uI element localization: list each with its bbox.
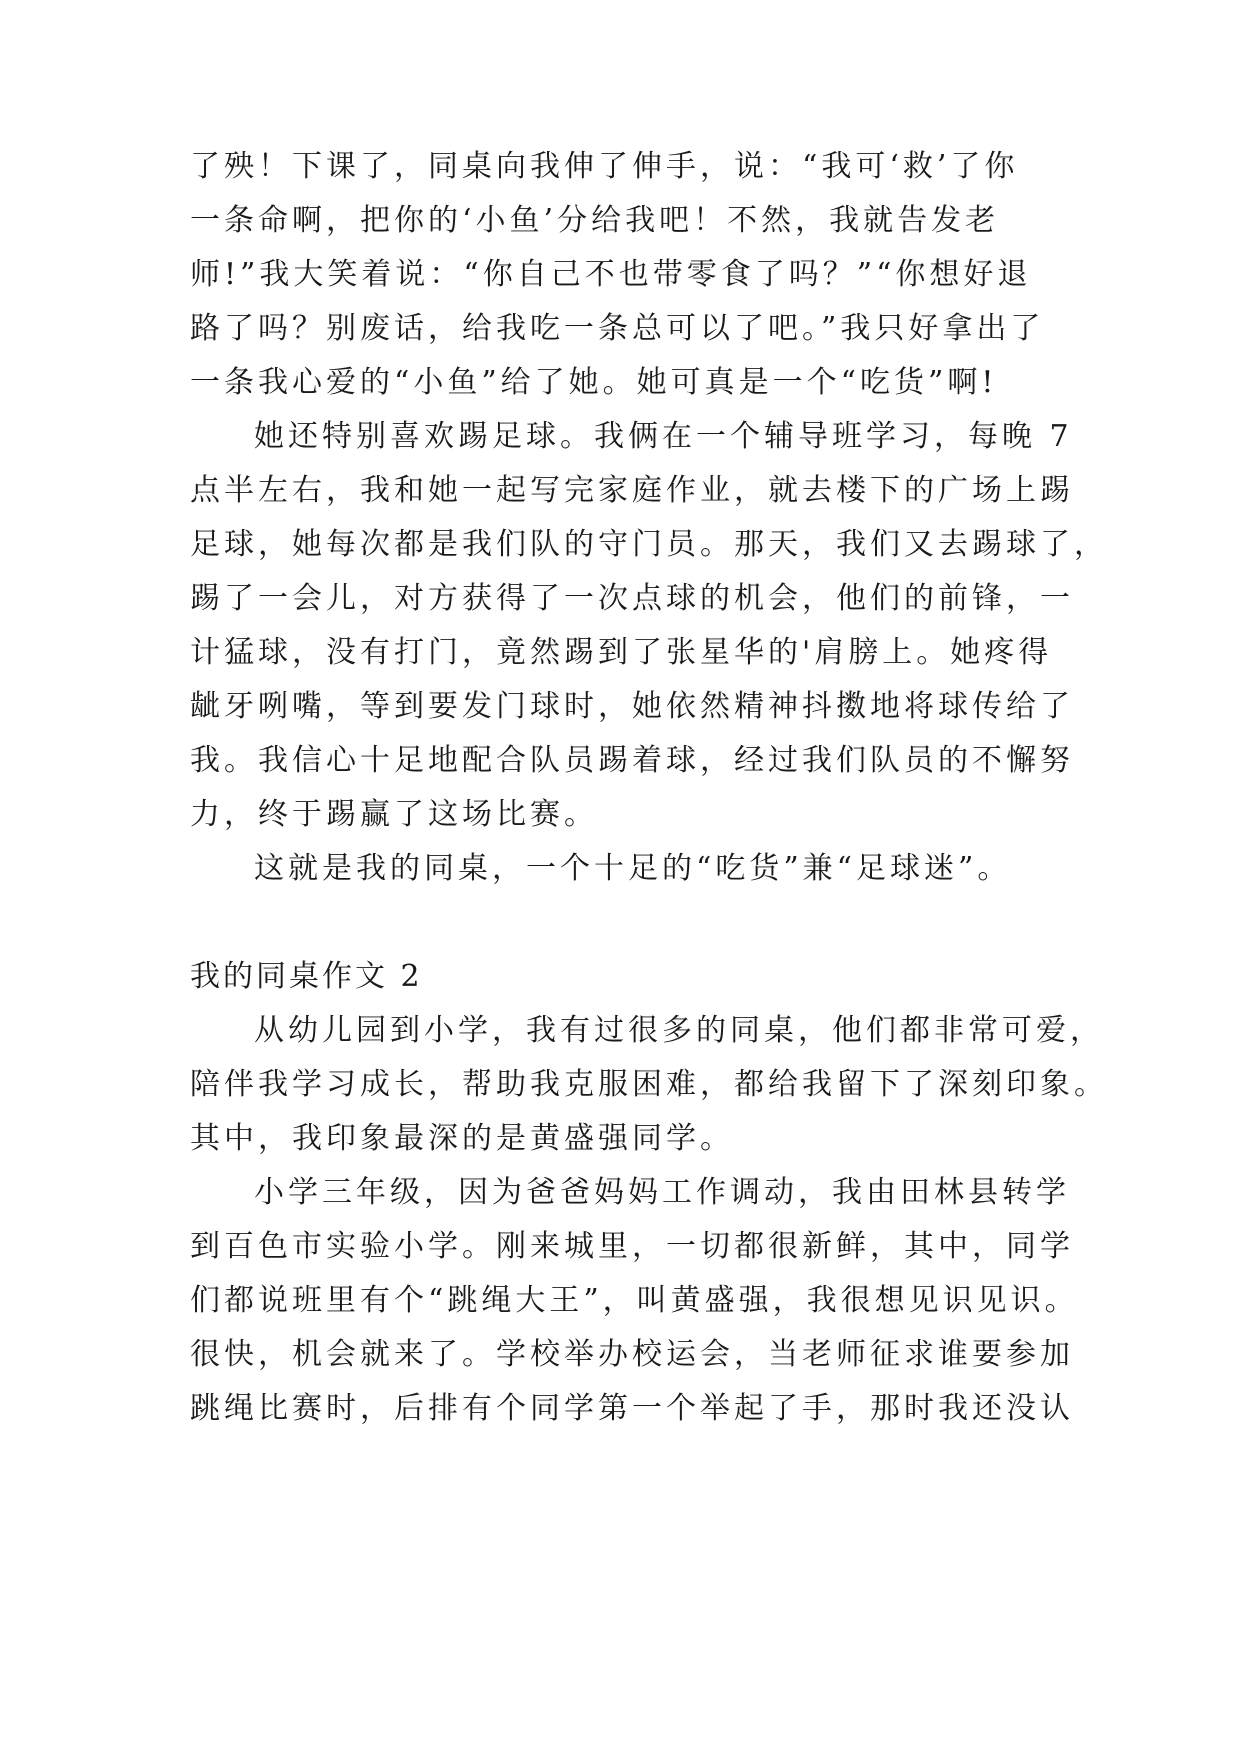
paragraph-intro bbox=[190, 1004, 1108, 1166]
text-line: 一条命啊，把你的‘小鱼’分给我吧！不然，我就告发老 bbox=[190, 203, 1000, 238]
text-line: 陪伴我学习成长，帮助我克服困难，都给我留下了深刻印象。 bbox=[190, 1067, 1108, 1102]
text-line: 其中，我印象最深的是黄盛强同学。 bbox=[190, 1121, 734, 1156]
text-line: 们都说班里有个“跳绳大王”，叫黄盛强，我很想见识见识。 bbox=[190, 1283, 1079, 1318]
text-line: 从幼儿园到小学，我有过很多的同桌，他们都非常可爱， bbox=[254, 1013, 1104, 1048]
text-line: 小学三年级，因为爸爸妈妈工作调动，我由田林县转学 bbox=[254, 1175, 1070, 1210]
text-line: 这就是我的同桌，一个十足的“吃货”兼“足球迷”。 bbox=[254, 851, 1012, 886]
text-line: 路了吗？别废话，给我吃一条总可以了吧。”我只好拿出了 bbox=[190, 311, 1045, 346]
text-line: 师!”我大笑着说：“你自己不也带零食了吗？”“你想好退 bbox=[190, 257, 1032, 292]
section-heading: 我的同桌作文 2 bbox=[190, 959, 423, 994]
paragraph-continued bbox=[190, 140, 1070, 410]
document-page bbox=[190, 140, 1108, 1436]
text-line: 了殃！下课了，同桌向我伸了伸手，说：“我可‘救’了你 bbox=[190, 149, 1019, 184]
text-line: 一条我心爱的“小鱼”给了她。她可真是一个“吃货”啊! bbox=[190, 365, 998, 400]
text-line: 跳绳比赛时，后排有个同学第一个举起了手，那时我还没认 bbox=[190, 1391, 1074, 1426]
text-line: 到百色市实验小学。刚来城里，一切都很新鲜，其中，同学 bbox=[190, 1229, 1074, 1264]
text-line: 我。我信心十足地配合队员踢着球，经过我们队员的不懈努 bbox=[190, 743, 1074, 778]
text-line: 踢了一会儿，对方获得了一次点球的机会，他们的前锋，一 bbox=[190, 581, 1074, 616]
paragraph-football bbox=[190, 410, 1108, 842]
text-line: 很快，机会就来了。学校举办校运会，当老师征求谁要参加 bbox=[190, 1337, 1074, 1372]
text-line: 她还特别喜欢踢足球。我俩在一个辅导班学习，每晚 7 bbox=[254, 419, 1073, 454]
paragraph-conclusion bbox=[190, 842, 1070, 896]
text-line: 力，终于踢赢了这场比赛。 bbox=[190, 797, 598, 832]
text-line: 足球，她每次都是我们队的守门员。那天，我们又去踢球了， bbox=[190, 527, 1108, 562]
text-line: 点半左右，我和她一起写完家庭作业，就去楼下的广场上踢 bbox=[190, 473, 1074, 508]
section-gap bbox=[190, 896, 1070, 950]
paragraph-story bbox=[190, 1166, 1079, 1436]
text-line: 龇牙咧嘴，等到要发门球时，她依然精神抖擞地将球传给了 bbox=[190, 689, 1074, 724]
text-line: 计猛球，没有打门，竟然踢到了张星华的'肩膀上。她疼得 bbox=[190, 635, 1053, 670]
